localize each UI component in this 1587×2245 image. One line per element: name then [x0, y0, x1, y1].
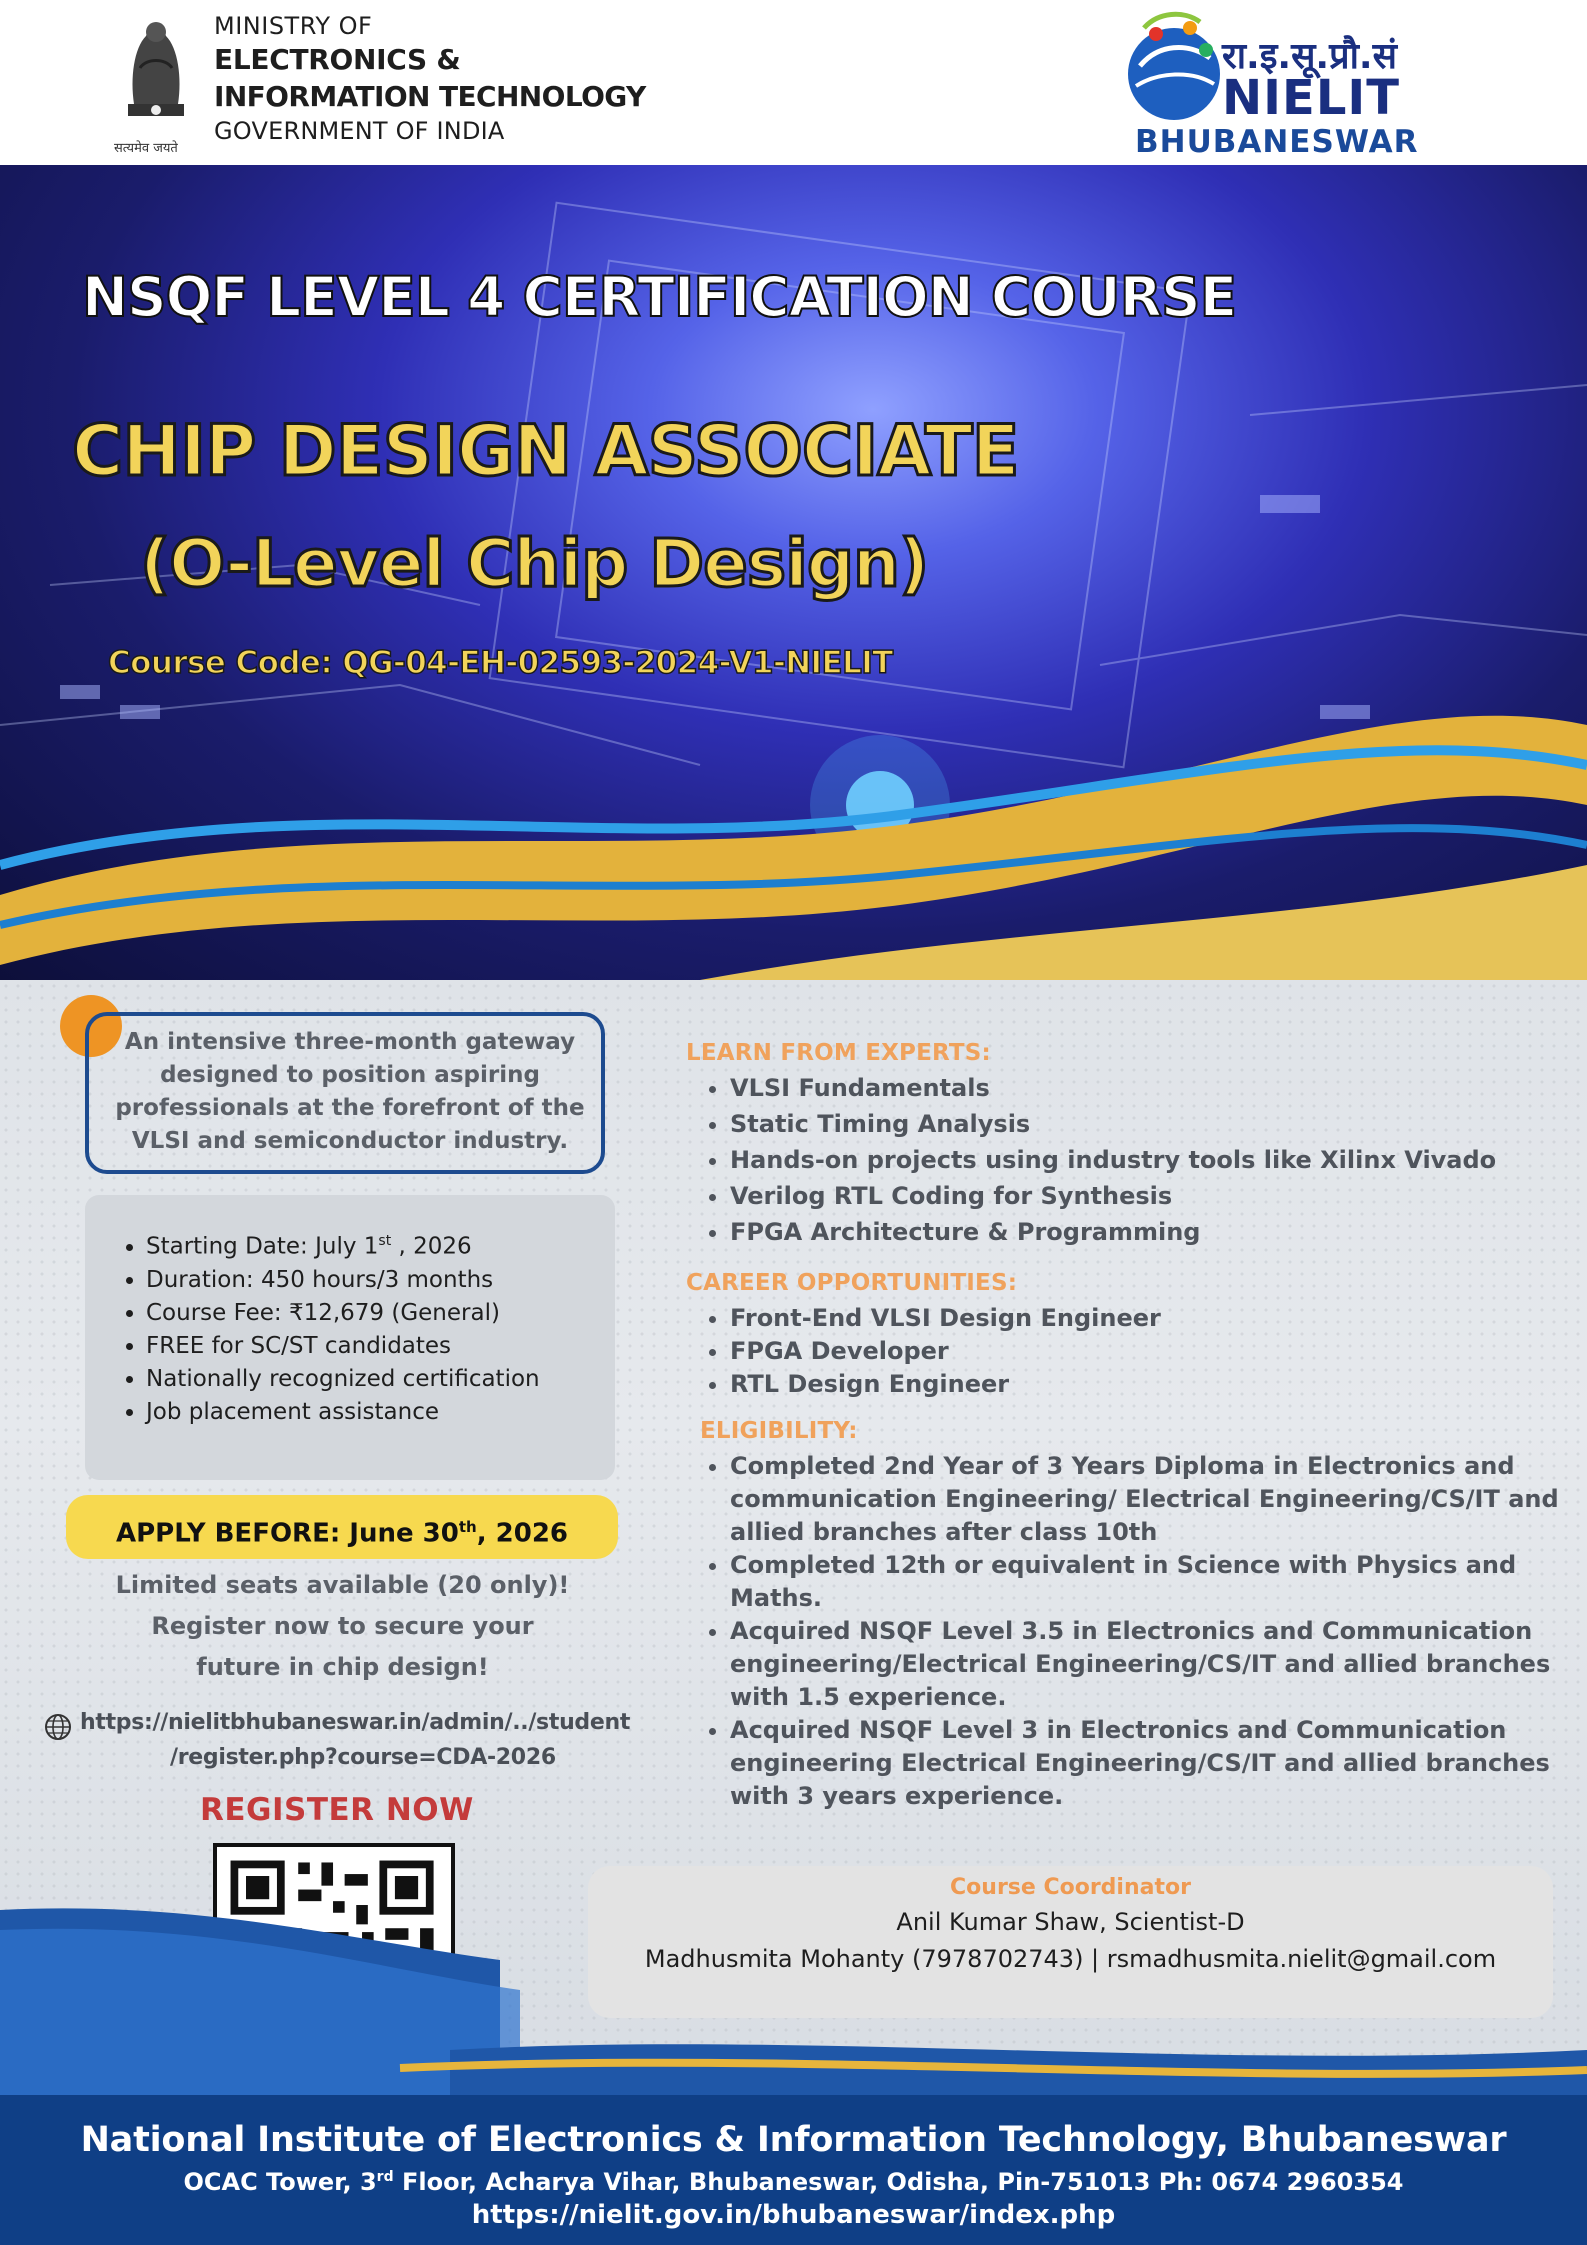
registration-link[interactable]: https://nielitbhubaneswar.in/admin/../student	[80, 1710, 631, 1735]
eligibility-item: • Completed 2nd Year of 3 Years Diploma in Electronics and communication Engineering/ Electrical Engineering/CS/IT and allied branches after class 10th	[730, 1450, 1587, 1549]
course-code: Course Code: QG-04-EH-02593-2024-V1-NIELIT	[108, 645, 893, 681]
coordinator-contact: Madhusmita Mohanty (7978702743) | rsmadhusmita.nielit@gmail.com	[644, 1945, 1497, 1973]
learn-item: • Static Timing Analysis	[730, 1106, 1587, 1142]
hero-banner	[0, 165, 1587, 980]
coordinator-heading: Course Coordinator	[950, 1875, 1191, 1900]
limited-line: future in chip design!	[196, 1653, 489, 1681]
career-heading: CAREER OPPORTUNITIES:	[686, 1270, 1018, 1296]
globe-icon	[44, 1713, 72, 1741]
footer-institute: National Institute of Electronics & Information Technology, Bhubaneswar	[80, 2120, 1507, 2160]
learn-item: • FPGA Architecture & Programming	[730, 1214, 1587, 1250]
eligibility-list	[696, 1450, 1587, 1813]
ministry-line-1: MINISTRY OF	[214, 12, 373, 40]
nielit-city: BHUBANESWAR	[1135, 124, 1419, 160]
fact-item: • Duration: 450 hours/3 months	[146, 1264, 540, 1297]
learn-heading: LEARN FROM EXPERTS:	[686, 1040, 991, 1066]
career-list	[696, 1302, 1587, 1401]
emblem-motto: सत्यमेव जयते	[114, 141, 178, 156]
learn-section	[686, 1040, 991, 1066]
registration-link-continued[interactable]: /register.php?course=CDA-2026	[170, 1745, 556, 1770]
career-item: • Front-End VLSI Design Engineer	[730, 1302, 1587, 1335]
ministry-line-3: INFORMATION TECHNOLOGY	[214, 80, 646, 113]
footer-address: OCAC Tower, 3rd Floor, Acharya Vihar, Bhubaneswar, Odisha, Pin-751013 Ph: 0674 2960354	[183, 2168, 1404, 2196]
fact-item: • Job placement assistance	[146, 1396, 540, 1429]
eligibility-heading: ELIGIBILITY:	[700, 1418, 858, 1444]
fact-item: • Nationally recognized certification	[146, 1363, 540, 1396]
nielit-hindi-name: रा.इ.सू.प्रौ.सं	[1222, 36, 1397, 77]
fact-item: • FREE for SC/ST candidates	[146, 1330, 540, 1363]
learn-item: • Hands-on projects using industry tools like Xilinx Vivado	[730, 1142, 1587, 1178]
fact-item: • Course Fee: ₹12,679 (General)	[146, 1297, 540, 1330]
eligibility-section	[700, 1418, 858, 1444]
career-item: • FPGA Developer	[730, 1335, 1587, 1368]
footer-website-link[interactable]: https://nielit.gov.in/bhubaneswar/index.php	[471, 2200, 1116, 2230]
fact-start-date: • Starting Date: July 1st , 2026	[146, 1225, 540, 1264]
learn-item: • Verilog RTL Coding for Synthesis	[730, 1178, 1587, 1214]
career-item: • RTL Design Engineer	[730, 1368, 1587, 1401]
nielit-name: NIELIT	[1222, 70, 1401, 126]
register-now-label: REGISTER NOW	[200, 1792, 474, 1828]
limited-line: Register now to secure your	[151, 1612, 534, 1640]
intro-text: An intensive three-month gateway designed to position aspiring professionals at the forefront of the VLSI and semiconductor industry.	[115, 1029, 585, 1154]
apply-before-banner: APPLY BEFORE: June 30th, 2026	[66, 1495, 618, 1559]
eligibility-item: • Acquired NSQF Level 3.5 in Electronics and Communication engineering/Electrical Engineering/CS/IT and allied branches with 1.5 experience.	[730, 1615, 1587, 1714]
limited-line: Limited seats available (20 only)!	[115, 1571, 570, 1599]
career-section	[686, 1270, 1017, 1296]
course-title: CHIP DESIGN ASSOCIATE	[72, 410, 1019, 492]
eligibility-item: • Completed 12th or equivalent in Science with Physics and Maths.	[730, 1549, 1587, 1615]
learn-list	[696, 1070, 1587, 1250]
limited-seats-text	[70, 1565, 615, 1688]
ministry-line-2: ELECTRONICS &	[214, 43, 461, 76]
header	[0, 0, 1587, 165]
coordinator-name: Anil Kumar Shaw, Scientist-D	[896, 1908, 1245, 1936]
eligibility-item: • Acquired NSQF Level 3 in Electronics and Communication engineering Electrical Engineering/CS/IT and allied branches with 3 years experience.	[730, 1714, 1587, 1813]
course-facts-list	[118, 1225, 540, 1429]
certification-title: NSQF LEVEL 4 CERTIFICATION COURSE	[82, 265, 1237, 329]
ministry-block	[214, 12, 646, 147]
learn-item: • VLSI Fundamentals	[730, 1070, 1587, 1106]
national-emblem-icon	[112, 8, 200, 156]
ministry-line-4: GOVERNMENT OF INDIA	[214, 117, 505, 145]
course-subtitle: (O-Level Chip Design)	[140, 525, 929, 602]
